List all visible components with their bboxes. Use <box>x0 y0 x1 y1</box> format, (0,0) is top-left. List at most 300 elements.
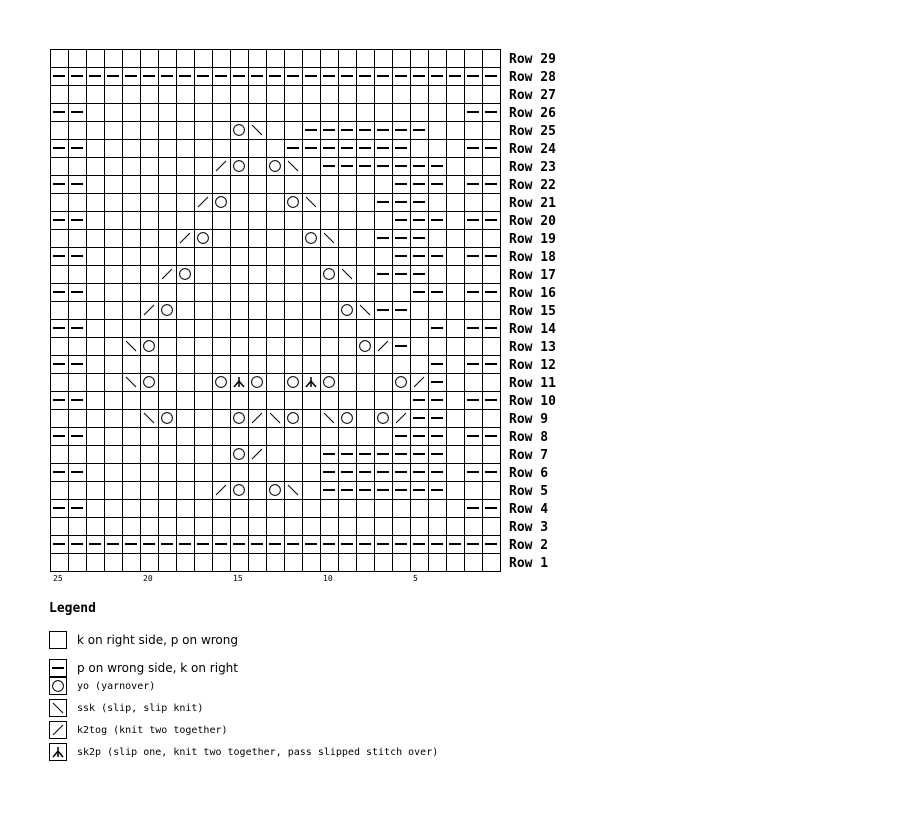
stitch-knit <box>123 464 141 482</box>
stitch-knit <box>411 140 429 158</box>
stitch-knit <box>177 158 195 176</box>
stitch-knit <box>213 464 231 482</box>
stitch-knit <box>429 302 447 320</box>
stitch-purl <box>429 428 447 446</box>
stitch-knit <box>267 518 285 536</box>
stitch-sk2p <box>231 374 249 392</box>
stitch-knit <box>429 86 447 104</box>
stitch-knit <box>339 428 357 446</box>
stitch-knit <box>69 482 87 500</box>
stitch-knit <box>465 266 483 284</box>
stitch-yo <box>141 374 159 392</box>
stitch-knit <box>123 428 141 446</box>
stitch-knit <box>195 554 213 572</box>
stitch-purl <box>357 158 375 176</box>
stitch-knit <box>105 374 123 392</box>
stitch-knit <box>123 500 141 518</box>
stitch-knit <box>357 500 375 518</box>
stitch-knit <box>429 518 447 536</box>
stitch-knit <box>375 320 393 338</box>
stitch-purl <box>411 68 429 86</box>
stitch-knit <box>303 212 321 230</box>
stitch-purl <box>375 482 393 500</box>
stitch-knit <box>357 392 375 410</box>
stitch-knit <box>285 176 303 194</box>
stitch-knit <box>285 50 303 68</box>
stitch-purl <box>483 536 501 554</box>
stitch-purl <box>483 104 501 122</box>
stitch-knit <box>357 320 375 338</box>
stitch-knit <box>375 248 393 266</box>
stitch-knit <box>429 104 447 122</box>
stitch-knit <box>141 464 159 482</box>
stitch-purl <box>69 248 87 266</box>
stitch-knit <box>87 518 105 536</box>
stitch-knit <box>339 176 357 194</box>
stitch-knit <box>339 320 357 338</box>
stitch-purl <box>69 536 87 554</box>
stitch-ssk <box>123 338 141 356</box>
stitch-knit <box>447 464 465 482</box>
stitch-purl <box>249 536 267 554</box>
stitch-purl <box>195 536 213 554</box>
stitch-knit <box>213 446 231 464</box>
stitch-knit <box>465 122 483 140</box>
row-label: Row 1 <box>509 556 549 571</box>
stitch-knit <box>87 446 105 464</box>
stitch-knit <box>339 248 357 266</box>
legend-item-yo <box>49 677 155 695</box>
purl-symbol-icon <box>49 659 67 677</box>
stitch-knit <box>177 50 195 68</box>
stitch-knit <box>213 104 231 122</box>
stitch-knit <box>105 518 123 536</box>
stitch-k2tog <box>249 410 267 428</box>
stitch-knit <box>321 356 339 374</box>
stitch-knit <box>213 248 231 266</box>
stitch-knit <box>141 392 159 410</box>
chart-row <box>51 320 501 338</box>
stitch-knit <box>177 122 195 140</box>
stitch-knit <box>285 320 303 338</box>
stitch-knit <box>321 338 339 356</box>
stitch-knit <box>213 266 231 284</box>
stitch-ssk <box>123 374 141 392</box>
stitch-knit <box>321 50 339 68</box>
chart-row <box>51 122 501 140</box>
column-number: 10 <box>323 574 333 583</box>
stitch-knit <box>447 374 465 392</box>
chart-row <box>51 266 501 284</box>
stitch-knit <box>447 158 465 176</box>
stitch-purl <box>447 536 465 554</box>
stitch-knit <box>465 410 483 428</box>
chart-row <box>51 302 501 320</box>
stitch-knit <box>213 518 231 536</box>
stitch-knit <box>393 500 411 518</box>
row-label: Row 23 <box>509 160 556 175</box>
stitch-knit <box>375 284 393 302</box>
stitch-knit <box>123 212 141 230</box>
stitch-knit <box>159 284 177 302</box>
row-label: Row 3 <box>509 520 549 535</box>
stitch-knit <box>285 284 303 302</box>
stitch-knit <box>447 176 465 194</box>
stitch-purl <box>123 68 141 86</box>
stitch-ssk <box>321 230 339 248</box>
stitch-purl <box>465 392 483 410</box>
stitch-knit <box>123 410 141 428</box>
stitch-knit <box>465 302 483 320</box>
stitch-purl <box>429 284 447 302</box>
stitch-knit <box>69 338 87 356</box>
stitch-knit <box>303 338 321 356</box>
stitch-purl <box>393 248 411 266</box>
chart-row <box>51 104 501 122</box>
stitch-purl <box>393 338 411 356</box>
stitch-knit <box>177 554 195 572</box>
stitch-purl <box>375 194 393 212</box>
stitch-knit <box>375 104 393 122</box>
stitch-knit <box>411 86 429 104</box>
stitch-purl <box>357 536 375 554</box>
stitch-knit <box>267 428 285 446</box>
chart-row <box>51 158 501 176</box>
stitch-knit <box>465 554 483 572</box>
stitch-knit <box>105 320 123 338</box>
stitch-knit <box>159 230 177 248</box>
stitch-knit <box>303 176 321 194</box>
stitch-knit <box>159 428 177 446</box>
row-label: Row 21 <box>509 196 556 211</box>
stitch-knit <box>249 320 267 338</box>
stitch-knit <box>483 158 501 176</box>
stitch-purl <box>339 536 357 554</box>
stitch-knit <box>213 554 231 572</box>
stitch-knit <box>177 500 195 518</box>
stitch-knit <box>465 374 483 392</box>
stitch-purl <box>285 536 303 554</box>
stitch-purl <box>69 500 87 518</box>
stitch-knit <box>339 500 357 518</box>
stitch-knit <box>429 500 447 518</box>
stitch-purl <box>51 212 69 230</box>
stitch-purl <box>411 230 429 248</box>
stitch-knit <box>447 554 465 572</box>
stitch-yo <box>267 158 285 176</box>
column-numbers <box>53 574 418 583</box>
stitch-knit <box>177 176 195 194</box>
stitch-purl <box>411 482 429 500</box>
stitch-knit <box>375 392 393 410</box>
stitch-knit <box>357 284 375 302</box>
stitch-knit <box>141 194 159 212</box>
stitch-k2tog <box>141 302 159 320</box>
stitch-knit <box>105 248 123 266</box>
stitch-purl <box>123 536 141 554</box>
stitch-knit <box>213 392 231 410</box>
stitch-yo <box>141 338 159 356</box>
stitch-knit <box>447 338 465 356</box>
stitch-yo <box>321 374 339 392</box>
stitch-knit <box>141 104 159 122</box>
stitch-purl <box>177 68 195 86</box>
stitch-purl <box>393 446 411 464</box>
chart-row <box>51 176 501 194</box>
stitch-knit <box>339 284 357 302</box>
stitch-knit <box>141 248 159 266</box>
stitch-knit <box>195 374 213 392</box>
row-label: Row 11 <box>509 376 556 391</box>
stitch-knit <box>267 86 285 104</box>
stitch-purl <box>69 428 87 446</box>
stitch-knit <box>339 392 357 410</box>
sk2p-symbol-icon <box>49 743 67 761</box>
stitch-knit <box>447 284 465 302</box>
stitch-knit <box>177 392 195 410</box>
stitch-knit <box>411 518 429 536</box>
stitch-knit <box>375 86 393 104</box>
stitch-purl <box>375 68 393 86</box>
stitch-knit <box>159 482 177 500</box>
stitch-knit <box>303 158 321 176</box>
stitch-knit <box>195 122 213 140</box>
stitch-knit <box>321 392 339 410</box>
stitch-knit <box>249 356 267 374</box>
stitch-knit <box>483 374 501 392</box>
row-label: Row 28 <box>509 70 556 85</box>
chart-row <box>51 248 501 266</box>
stitch-purl <box>411 284 429 302</box>
stitch-knit <box>339 518 357 536</box>
stitch-knit <box>447 500 465 518</box>
stitch-purl <box>429 464 447 482</box>
stitch-knit <box>429 50 447 68</box>
stitch-knit <box>375 176 393 194</box>
stitch-purl <box>375 302 393 320</box>
stitch-knit <box>159 374 177 392</box>
stitch-purl <box>321 446 339 464</box>
stitch-knit <box>357 428 375 446</box>
stitch-purl <box>69 284 87 302</box>
stitch-knit <box>267 320 285 338</box>
stitch-purl <box>339 68 357 86</box>
stitch-knit <box>303 302 321 320</box>
stitch-knit <box>141 284 159 302</box>
stitch-knit <box>195 50 213 68</box>
stitch-purl <box>141 536 159 554</box>
stitch-purl <box>231 68 249 86</box>
stitch-yo <box>213 374 231 392</box>
stitch-knit <box>321 194 339 212</box>
stitch-knit <box>285 464 303 482</box>
stitch-knit <box>231 194 249 212</box>
stitch-knit <box>267 266 285 284</box>
stitch-purl <box>51 428 69 446</box>
stitch-knit <box>411 338 429 356</box>
column-number: 20 <box>143 574 153 583</box>
stitch-knit <box>357 50 375 68</box>
stitch-knit <box>123 176 141 194</box>
stitch-knit <box>231 230 249 248</box>
stitch-purl <box>411 464 429 482</box>
stitch-knit <box>141 50 159 68</box>
stitch-knit <box>87 212 105 230</box>
stitch-purl <box>393 428 411 446</box>
chart-row <box>51 68 501 86</box>
stitch-knit <box>105 158 123 176</box>
stitch-knit <box>69 158 87 176</box>
stitch-knit <box>123 194 141 212</box>
chart-row <box>51 86 501 104</box>
stitch-knit <box>321 554 339 572</box>
stitch-knit <box>231 428 249 446</box>
stitch-knit <box>357 266 375 284</box>
stitch-sk2p <box>303 374 321 392</box>
stitch-purl <box>339 482 357 500</box>
stitch-knit <box>231 518 249 536</box>
stitch-knit <box>123 122 141 140</box>
stitch-purl <box>483 140 501 158</box>
stitch-knit <box>141 122 159 140</box>
stitch-purl <box>465 500 483 518</box>
stitch-knit <box>123 518 141 536</box>
stitch-knit <box>429 266 447 284</box>
stitch-knit <box>141 86 159 104</box>
stitch-purl <box>375 446 393 464</box>
chart-row <box>51 554 501 572</box>
stitch-knit <box>393 104 411 122</box>
stitch-knit <box>195 410 213 428</box>
stitch-knit <box>339 356 357 374</box>
stitch-purl <box>375 266 393 284</box>
stitch-purl <box>339 158 357 176</box>
stitch-purl <box>429 392 447 410</box>
legend-item-k2tog <box>49 721 228 739</box>
stitch-knit <box>177 140 195 158</box>
stitch-knit <box>411 356 429 374</box>
stitch-knit <box>375 518 393 536</box>
stitch-knit <box>51 86 69 104</box>
stitch-purl <box>267 68 285 86</box>
stitch-purl <box>339 140 357 158</box>
chart-row <box>51 50 501 68</box>
stitch-purl <box>285 68 303 86</box>
stitch-knit <box>177 320 195 338</box>
stitch-purl <box>69 464 87 482</box>
stitch-knit <box>447 302 465 320</box>
stitch-knit <box>105 338 123 356</box>
stitch-knit <box>51 122 69 140</box>
stitch-ssk <box>339 266 357 284</box>
stitch-knit <box>411 104 429 122</box>
stitch-knit <box>483 266 501 284</box>
stitch-knit <box>159 320 177 338</box>
stitch-knit <box>249 194 267 212</box>
stitch-knit <box>357 86 375 104</box>
stitch-knit <box>357 194 375 212</box>
stitch-purl <box>69 104 87 122</box>
legend-item-text: sk2p (slip one, knit two together, pass slipped stitch over) <box>77 746 439 758</box>
stitch-knit <box>105 428 123 446</box>
stitch-purl <box>213 536 231 554</box>
stitch-purl <box>375 122 393 140</box>
stitch-knit <box>249 302 267 320</box>
stitch-purl <box>429 248 447 266</box>
stitch-purl <box>105 536 123 554</box>
stitch-yo <box>285 374 303 392</box>
stitch-knit <box>159 464 177 482</box>
stitch-yo <box>195 230 213 248</box>
stitch-knit <box>321 248 339 266</box>
stitch-knit <box>105 50 123 68</box>
stitch-knit <box>123 554 141 572</box>
stitch-purl <box>411 392 429 410</box>
stitch-purl <box>393 212 411 230</box>
stitch-knit <box>375 500 393 518</box>
stitch-knit <box>393 284 411 302</box>
stitch-knit <box>285 446 303 464</box>
stitch-purl <box>393 464 411 482</box>
stitch-knit <box>69 194 87 212</box>
stitch-purl <box>249 68 267 86</box>
stitch-knit <box>267 356 285 374</box>
row-labels <box>509 52 556 571</box>
stitch-purl <box>69 176 87 194</box>
row-label: Row 12 <box>509 358 556 373</box>
stitch-knit <box>159 212 177 230</box>
stitch-knit <box>393 356 411 374</box>
stitch-knit <box>249 176 267 194</box>
stitch-purl <box>465 176 483 194</box>
stitch-purl <box>483 248 501 266</box>
stitch-purl <box>429 374 447 392</box>
stitch-knit <box>105 284 123 302</box>
stitch-knit <box>51 482 69 500</box>
stitch-knit <box>303 500 321 518</box>
stitch-knit <box>51 50 69 68</box>
stitch-knit <box>213 140 231 158</box>
stitch-purl <box>51 320 69 338</box>
stitch-purl <box>411 266 429 284</box>
stitch-knit <box>141 266 159 284</box>
row-label: Row 14 <box>509 322 556 337</box>
stitch-purl <box>321 158 339 176</box>
stitch-yo <box>231 482 249 500</box>
stitch-knit <box>159 446 177 464</box>
stitch-knit <box>249 428 267 446</box>
stitch-knit <box>231 302 249 320</box>
stitch-knit <box>213 428 231 446</box>
stitch-knit <box>357 356 375 374</box>
stitch-purl <box>483 356 501 374</box>
stitch-knit <box>195 284 213 302</box>
chart-grid <box>51 50 501 572</box>
stitch-purl <box>339 446 357 464</box>
stitch-knit <box>483 446 501 464</box>
legend-title: Legend <box>49 601 96 616</box>
stitch-knit <box>393 50 411 68</box>
stitch-knit <box>483 86 501 104</box>
stitch-purl <box>411 536 429 554</box>
stitch-k2tog <box>249 446 267 464</box>
stitch-yo <box>249 374 267 392</box>
stitch-purl <box>483 500 501 518</box>
legend-item-ssk <box>49 699 203 717</box>
stitch-purl <box>411 176 429 194</box>
stitch-knit <box>483 122 501 140</box>
stitch-knit <box>447 518 465 536</box>
